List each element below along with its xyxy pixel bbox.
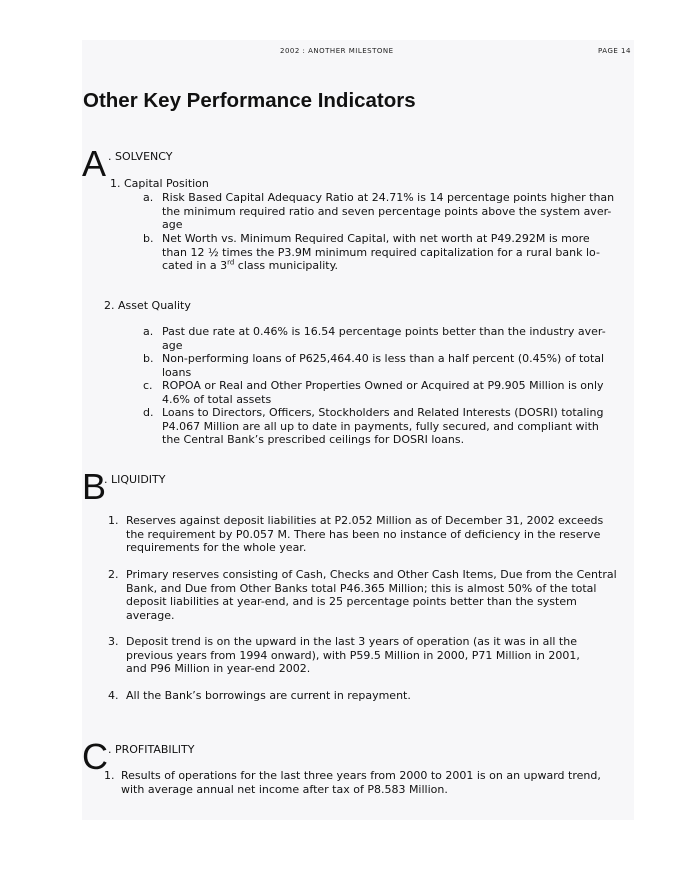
ordinal-suffix: rd bbox=[227, 258, 235, 267]
list-item-line: Results of operations for the last three years from 2000 to 2001 is on an upward trend, bbox=[121, 769, 601, 782]
list-item-line: the Central Bank’s prescribed ceilings for DOSRI loans. bbox=[162, 433, 465, 447]
list-item-line: Bank, and Due from Other Banks total P46.365 Million; this is almost 50% of the total bbox=[126, 581, 597, 595]
list-item-line: ROPOA or Real and Other Properties Owned or Acquired at P9.905 Million is only bbox=[162, 379, 604, 392]
section-a-heading: . SOLVENCY bbox=[108, 150, 173, 163]
list-item-line: Net Worth vs. Minimum Required Capital, with net worth at P49.292M is more bbox=[162, 232, 590, 245]
list-marker: b. bbox=[143, 352, 154, 365]
list-item-line: 4.6% of total assets bbox=[162, 392, 272, 406]
list-item-line: Past due rate at 0.46% is 16.54 percentage points better than the industry aver- bbox=[162, 325, 606, 338]
list-marker: d. bbox=[143, 406, 154, 419]
list-marker: a. bbox=[143, 191, 154, 204]
list-marker: 1. bbox=[104, 769, 115, 782]
list-marker: c. bbox=[143, 379, 153, 392]
list-marker: 2. bbox=[108, 568, 119, 581]
list-item-line: Risk Based Capital Adequacy Ratio at 24.71% is 14 percentage points higher than bbox=[162, 191, 615, 204]
asset-quality-heading: 2. Asset Quality bbox=[104, 299, 191, 312]
list-item-line: All the Bank’s borrowings are current in repayment. bbox=[126, 689, 411, 702]
page-title: Other Key Performance Indicators bbox=[83, 89, 416, 112]
capital-position-heading: 1. Capital Position bbox=[110, 177, 209, 190]
list-item-line: and P96 Million in year-end 2002. bbox=[126, 662, 311, 676]
list-marker: 3. bbox=[108, 635, 119, 648]
list-item-line: Primary reserves consisting of Cash, Checks and Other Cash Items, Due from the Central bbox=[126, 568, 617, 581]
section-c-drop-cap: C bbox=[82, 736, 108, 777]
section-c-heading: . PROFITABILITY bbox=[108, 743, 195, 756]
list-item-line: P4.067 Million are all up to date in payments, fully secured, and compliant with bbox=[162, 419, 599, 433]
section-b-drop-cap: B bbox=[82, 466, 107, 507]
list-marker: 1. bbox=[108, 514, 119, 527]
list-item-line: previous years from 1994 onward), with P59.5 Million in 2000, P71 Million in 2001, bbox=[126, 648, 580, 662]
list-item-line: loans bbox=[162, 365, 192, 379]
list-item-line: cated in a 3rd class municipality. bbox=[162, 258, 339, 273]
list-item-line: the requirement by P0.057 M. There has been no instance of deficiency in the reserve bbox=[126, 527, 601, 541]
list-item-line: requirements for the whole year. bbox=[126, 541, 307, 555]
list-item-line: with average annual net income after tax of P8.583 Million. bbox=[121, 782, 448, 796]
list-item-line: average. bbox=[126, 608, 175, 622]
list-item-line: than 12 ½ times the P3.9M minimum required capitalization for a rural bank lo- bbox=[162, 245, 600, 259]
list-item-line: age bbox=[162, 218, 183, 232]
section-b-heading: . LIQUIDITY bbox=[104, 473, 166, 486]
running-header: 2002 : ANOTHER MILESTONE bbox=[280, 47, 394, 55]
list-marker: 4. bbox=[108, 689, 119, 702]
list-item-line: deposit liabilities at year-end, and is 25 percentage points better than the system bbox=[126, 595, 577, 609]
page-number: PAGE 14 bbox=[598, 47, 631, 55]
list-item-line: Deposit trend is on the upward in the last 3 years of operation (as it was in all the bbox=[126, 635, 577, 648]
list-marker: b. bbox=[143, 232, 154, 245]
list-item-line: Reserves against deposit liabilities at P2.052 Million as of December 31, 2002 exceeds bbox=[126, 514, 604, 527]
section-a-drop-cap: A bbox=[82, 143, 107, 184]
list-item-line: age bbox=[162, 338, 183, 352]
list-item-line: Loans to Directors, Officers, Stockholders and Related Interests (DOSRI) totaling bbox=[162, 406, 604, 419]
list-item-line: Non-performing loans of P625,464.40 is less than a half percent (0.45%) of total bbox=[162, 352, 605, 365]
list-item-line: the minimum required ratio and seven percentage points above the system aver- bbox=[162, 204, 612, 218]
list-marker: a. bbox=[143, 325, 154, 338]
